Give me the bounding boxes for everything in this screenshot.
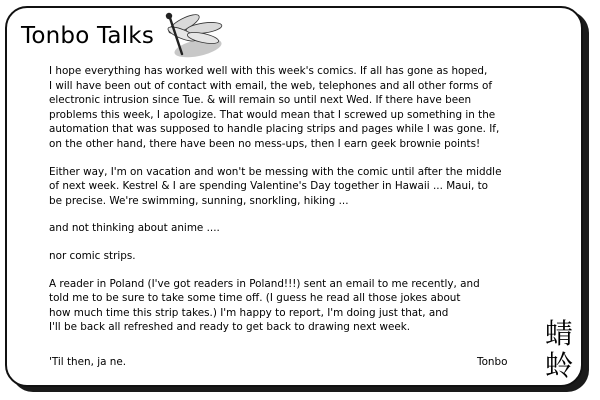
paragraph-4: nor comic strips.: [49, 249, 136, 262]
kanji-char-2: 蛉: [544, 349, 573, 382]
page-title: Tonbo Talks: [21, 23, 155, 49]
kanji-char-1: 蜻: [544, 317, 573, 350]
paragraph-1: I hope everything has worked well with this week's comics. If all has gone as hoped, I will have been out of contact with email, the web, telephones and all other forms of electronic intrusion since Tue. & will remain so until next Wed. If there have been problems this week, I apologize. That would mean that I screwed up something in the automation that was supposed to handle placing strips and pages while I was gone. If, on the other hand, there have been no mess-ups, then I earn geek brownie points!: [49, 65, 500, 150]
paragraph-5: A reader in Poland (I've got readers in Poland!!!) sent an email to me recently, and told me to be sure to take some time off. (I guess he read all those jokes about how much time this strip takes.) I'm happy to report, I'm doing just that, and I'll be back all refreshed and ready to get back to drawing next week.: [49, 277, 480, 334]
signoff-text: 'Til then, ja ne.: [49, 356, 127, 368]
letter-body: [49, 64, 559, 348]
paragraph-2: Either way, I'm on vacation and won't be messing with the comic until after the middle of next week. Kestrel & I are spending Valentine's Day together in Hawaii ... Maui, to be precise. We're swimming, sunning, snorkling, hiking ...: [49, 165, 502, 207]
kanji-seal: [542, 318, 576, 382]
signature-text: Tonbo: [477, 356, 508, 368]
dragonfly-icon: [158, 12, 228, 60]
paragraph-3: and not thinking about anime ....: [49, 222, 220, 235]
